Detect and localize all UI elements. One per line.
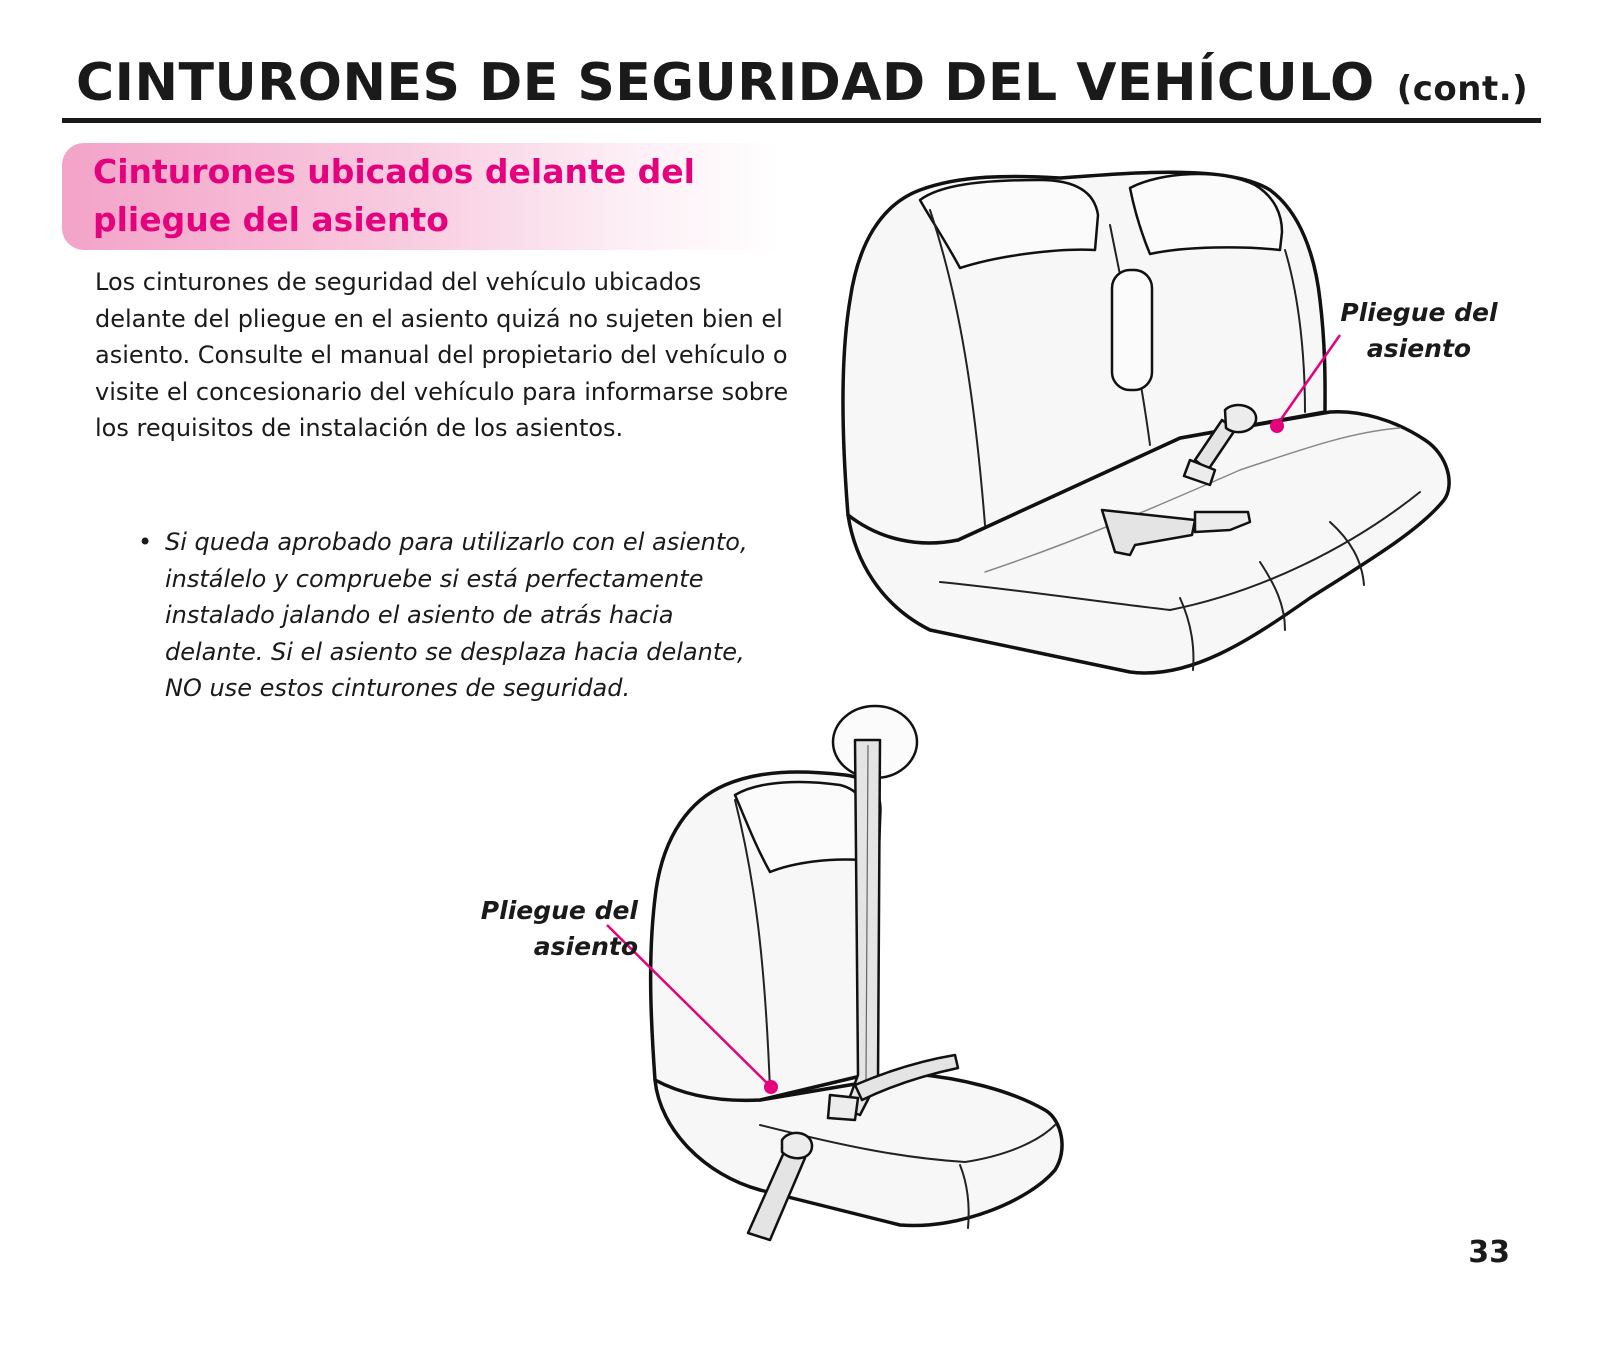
- bullet-dot: •: [138, 528, 153, 556]
- section-heading: Cinturones ubicados delante del pliegue del asiento: [93, 152, 695, 239]
- bullet-text: Si queda aprobado para utilizarlo con el asiento, instálelo y compruebe si está perfectamente instalado jalando el asiento de atrás hacia delante. Si el asiento se desplaza hacia delante, NO use estos cinturones de seguridad.: [165, 528, 748, 702]
- bench-callout-line1: Pliegue del: [1340, 298, 1498, 327]
- bucket-callout-line2: asiento: [533, 932, 638, 961]
- page-number: 33: [1468, 1235, 1510, 1270]
- bench-seat-illustration: [843, 172, 1449, 673]
- bucket-seat-callout: [448, 893, 638, 965]
- body-paragraph: Los cinturones de seguridad del vehículo ubicados delante del pliegue en el asiento quizá no sujeten bien el asiento. Consulte el manual del propietario del vehículo o visite el concesionario del vehículo para informarse sobre los requisitos de instalación de los asientos.: [95, 268, 789, 442]
- bench-seat-callout: [1324, 295, 1514, 367]
- page-title-suffix: (cont.): [1396, 69, 1529, 109]
- bucket-seat-illustration: [607, 706, 1062, 1240]
- bucket-callout-line1: Pliegue del: [480, 896, 638, 925]
- page-title-text: CINTURONES DE SEGURIDAD DEL VEHÍCULO: [76, 53, 1375, 113]
- bench-callout-line2: asiento: [1366, 334, 1472, 363]
